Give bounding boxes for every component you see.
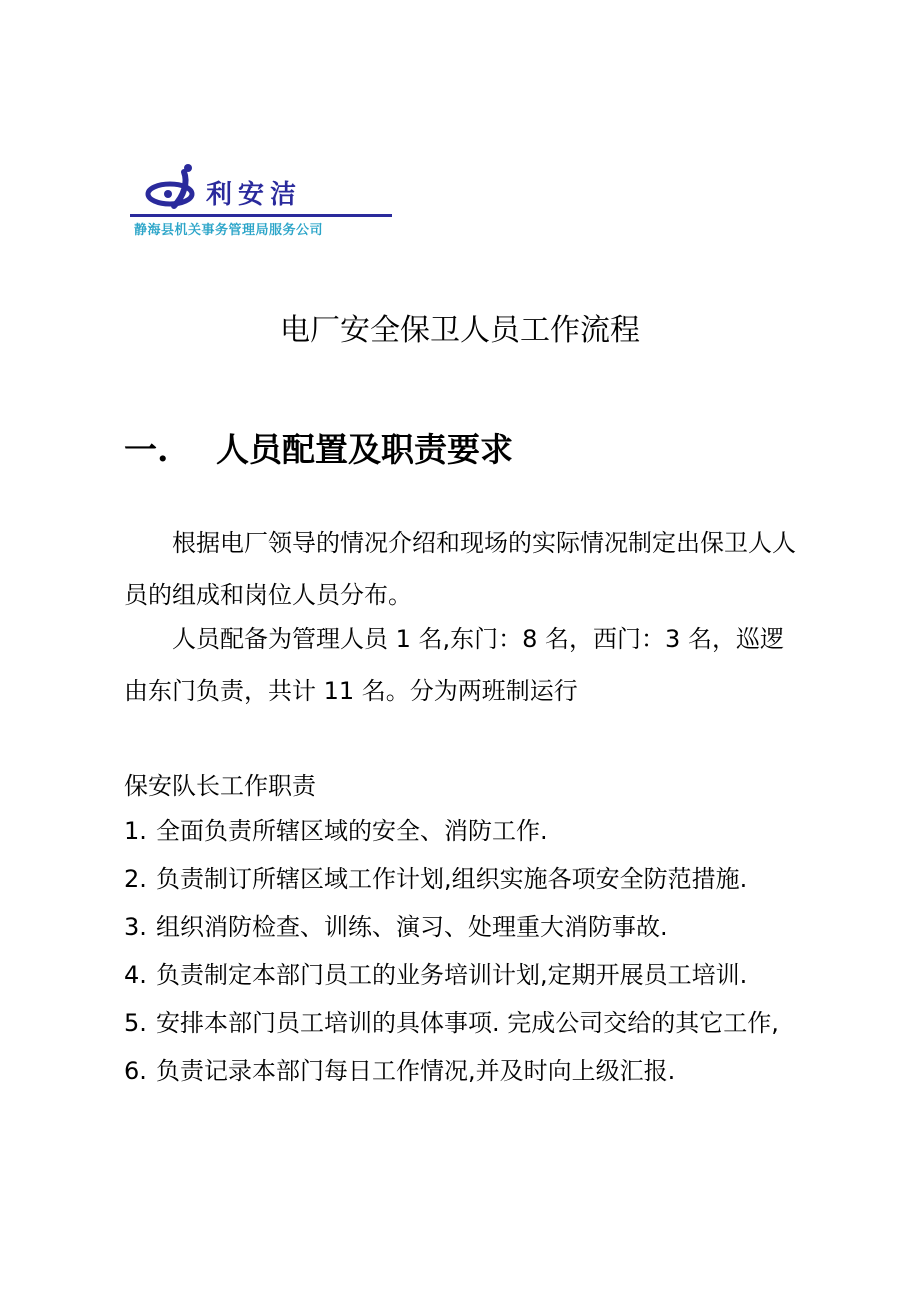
paragraph-text: 根据电厂领导的情况介绍和现场的实际情况制定出保卫人人员的组成和岗位人员分布。 (124, 529, 796, 609)
logo-subtitle: 静海县机关事务管理局服务公司 (134, 223, 324, 238)
item-number: 1. (124, 817, 147, 845)
item-number: 2. (124, 865, 147, 893)
section-number: 一. (124, 430, 169, 469)
item-text: 全面负责所辖区域的安全、消防工作. (156, 817, 548, 845)
list-item (124, 855, 779, 903)
item-number: 5. (124, 1009, 147, 1037)
logo-name: 利安洁 (206, 180, 303, 210)
list-item (124, 807, 779, 855)
company-logo (130, 158, 400, 238)
item-text: 负责制定本部门员工的业务培训计划,定期开展员工培训. (156, 961, 748, 989)
item-text: 组织消防检查、训练、演习、处理重大消防事故. (156, 913, 668, 941)
item-number: 6. (124, 1057, 147, 1085)
section-title: 人员配置及职责要求 (216, 430, 513, 469)
list-item (124, 951, 779, 999)
paragraph-text: 人员配备为管理人员 1 名,东门：8 名，西门：3 名，巡逻由东门负责，共计 11 名。分为两班制运行 (124, 625, 784, 705)
paragraph (124, 517, 804, 621)
list-item (124, 903, 779, 951)
item-text: 负责制订所辖区域工作计划,组织实施各项安全防范措施. (156, 865, 748, 893)
paragraph (124, 613, 804, 717)
section-heading (124, 424, 513, 471)
item-number: 4. (124, 961, 147, 989)
logo-divider (130, 214, 392, 217)
duties-list (124, 807, 779, 1095)
item-number: 3. (124, 913, 147, 941)
item-text: 负责记录本部门每日工作情况,并及时向上级汇报. (156, 1057, 676, 1085)
list-item (124, 1047, 779, 1095)
document-title: 电厂安全保卫人员工作流程 (280, 313, 640, 348)
list-item (124, 999, 779, 1047)
item-text: 安排本部门员工培训的具体事项. 完成公司交给的其它工作, (156, 1009, 779, 1037)
logo-mark-icon (144, 162, 206, 212)
duties-heading: 保安队长工作职责 (124, 772, 316, 800)
